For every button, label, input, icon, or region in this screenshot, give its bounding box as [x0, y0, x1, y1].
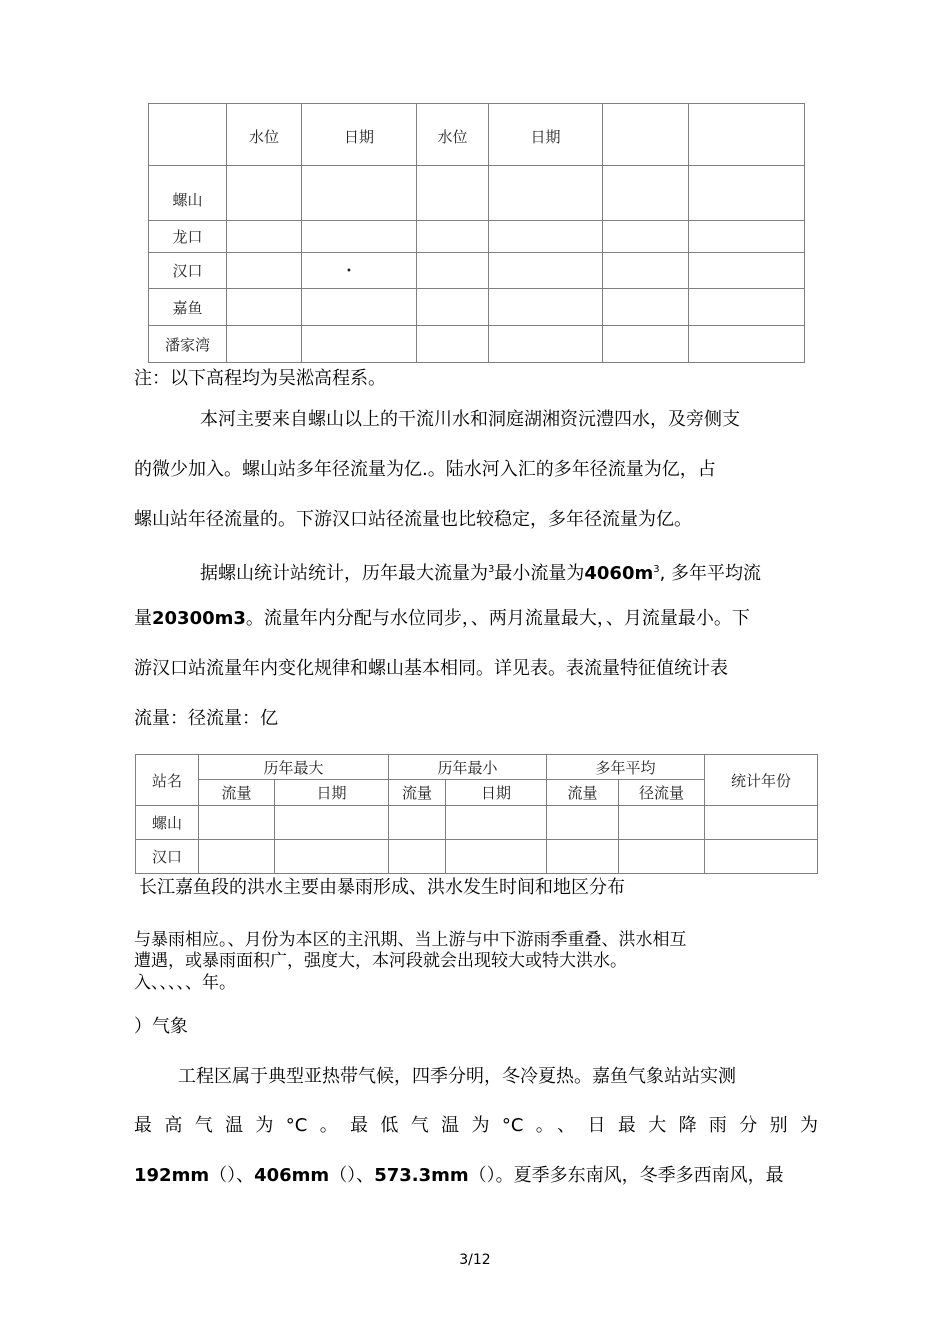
table-cell — [689, 253, 805, 289]
header-cell — [149, 104, 227, 166]
table-cell — [689, 326, 805, 363]
table-cell — [489, 253, 603, 289]
table-row — [149, 289, 805, 326]
table-row — [136, 840, 818, 874]
header-cell: 水位 — [227, 104, 302, 166]
table-cell — [689, 289, 805, 326]
text-run: , 多年平均流 — [659, 563, 762, 584]
subheader-cell: 流量 — [547, 780, 619, 806]
table-cell — [547, 806, 619, 840]
text-run: 最小流量为 — [494, 563, 585, 584]
paragraph-climate-line-3 — [134, 1165, 824, 1187]
table-cell — [275, 806, 389, 840]
table-cell — [489, 166, 603, 221]
text-run: 量 — [134, 608, 152, 629]
table-cell — [302, 253, 417, 289]
paragraph-flow-line-2 — [134, 608, 824, 630]
paragraph-flood-line-2: 与暴雨相应。、月份为本区的主汛期、当上游与中下游雨季重叠、洪水相互 — [134, 930, 687, 950]
rainfall-value: 192mm — [134, 1165, 210, 1186]
table-cell — [302, 221, 417, 253]
table-cell — [417, 253, 489, 289]
table-cell — [603, 289, 689, 326]
table-cell — [619, 840, 705, 874]
table-row — [136, 806, 818, 840]
table-cell — [389, 806, 446, 840]
table-cell — [689, 221, 805, 253]
station-cell: 龙口 — [149, 221, 227, 253]
table-row — [149, 253, 805, 289]
rainfall-value: 573.3mm — [374, 1165, 469, 1186]
table-cell — [227, 166, 302, 221]
paragraph-climate-line-1: 工程区属于典型亚热带气候，四季分明，冬冷夏热。嘉鱼气象站站实测 — [178, 1066, 736, 1087]
table-cell — [689, 166, 805, 221]
header-group-max: 历年最大 — [199, 755, 389, 780]
header-cell: 日期 — [302, 104, 417, 166]
paragraph-flood-line-3: 遭遇，或暴雨面积广，强度大，本河段就会出现较大或特大洪水。 — [134, 951, 627, 971]
flow-value: 20300m3 — [152, 608, 246, 629]
table-cell — [603, 253, 689, 289]
flow-statistics-table — [135, 754, 818, 874]
table-cell — [417, 166, 489, 221]
table-cell — [603, 221, 689, 253]
subheader-cell: 日期 — [275, 780, 389, 806]
text-run: （）、 — [209, 1165, 255, 1186]
table-cell — [275, 840, 389, 874]
subheader-cell: 流量 — [389, 780, 446, 806]
station-cell: 螺山 — [136, 806, 199, 840]
table-cell — [619, 806, 705, 840]
header-cell: 日期 — [489, 104, 603, 166]
table-cell — [227, 289, 302, 326]
station-cell: 汉口 — [149, 253, 227, 289]
subheader-cell: 径流量 — [619, 780, 705, 806]
text-run: （）。夏季多东南风，冬季多西南风，最 — [468, 1165, 784, 1186]
table-cell — [603, 166, 689, 221]
table-cell — [227, 253, 302, 289]
paragraph-flow-line-1 — [134, 559, 824, 585]
table-cell — [603, 326, 689, 363]
table-unit-caption: 流量：径流量：亿 — [134, 708, 278, 729]
table-cell — [389, 840, 446, 874]
bullet-mark: • — [346, 265, 352, 277]
header-group-min: 历年最小 — [389, 755, 547, 780]
table-row — [149, 326, 805, 363]
paragraph-flow-line-3: 游汉口站流量年内变化规律和螺山基本相同。详见表。表流量特征值统计表 — [134, 658, 728, 679]
paragraph-flood-line-1: 长江嘉鱼段的洪水主要由暴雨形成、洪水发生时间和地区分布 — [139, 877, 625, 898]
table-cell — [302, 326, 417, 363]
station-cell: 嘉鱼 — [149, 289, 227, 326]
station-cell: 汉口 — [136, 840, 199, 874]
table-cell — [417, 326, 489, 363]
header-group-avg: 多年平均 — [547, 755, 705, 780]
table-header-row — [149, 104, 805, 166]
table-cell — [302, 166, 417, 221]
header-cell — [603, 104, 689, 166]
header-cell — [689, 104, 805, 166]
table-row — [149, 166, 805, 221]
table-cell — [489, 221, 603, 253]
text-run: （）、 — [329, 1165, 375, 1186]
table-cell — [705, 806, 818, 840]
table-cell — [547, 840, 619, 874]
header-cell: 水位 — [417, 104, 489, 166]
table-cell — [489, 326, 603, 363]
table-cell — [302, 289, 417, 326]
flow-value: 4060m — [584, 563, 654, 584]
rainfall-value: 406mm — [254, 1165, 330, 1186]
table-cell — [705, 840, 818, 874]
station-cell: 螺山 — [149, 166, 227, 221]
subheader-cell: 流量 — [199, 780, 275, 806]
paragraph-runoff-line-1: 本河主要来自螺山以上的干流川水和洞庭湖湘资沅澧四水，及旁侧支 — [200, 409, 740, 430]
page-number: 3/12 — [459, 1252, 491, 1268]
elevation-note: 注：以下高程均为吴淞高程系。 — [134, 368, 386, 389]
water-level-table — [148, 103, 805, 363]
station-cell: 潘家湾 — [149, 326, 227, 363]
table-cell — [417, 221, 489, 253]
table-cell — [446, 806, 547, 840]
section-heading-weather: ）气象 — [134, 1016, 188, 1037]
superscript: 3 — [653, 564, 660, 575]
paragraph-flood-line-4: 入、、、、、年。 — [134, 973, 236, 993]
superscript: 3 — [488, 564, 495, 575]
paragraph-runoff-line-3: 螺山站年径流量的。下游汉口站径流量也比较稳定，多年径流量为亿。 — [134, 509, 692, 530]
text-run: 据螺山统计站统计，历年最大流量为 — [200, 563, 488, 584]
table-cell — [199, 806, 275, 840]
table-cell — [446, 840, 547, 874]
paragraph-runoff-line-2: 的微少加入。螺山站多年径流量为亿.。陆水河入汇的多年径流量为亿，占 — [134, 459, 716, 480]
table-row — [149, 221, 805, 253]
table-header-row — [136, 755, 818, 780]
subheader-cell: 日期 — [446, 780, 547, 806]
table-cell — [199, 840, 275, 874]
header-station: 站名 — [136, 755, 199, 806]
text-run: 。流量年内分配与水位同步，、两月流量最大，、月流量最小。下 — [245, 608, 750, 629]
table-cell — [227, 326, 302, 363]
table-cell — [489, 289, 603, 326]
paragraph-climate-line-2: 最高气温为°C。最低气温为°C。、日最大降雨分别为 — [134, 1115, 818, 1136]
header-years: 统计年份 — [705, 755, 818, 806]
table-cell — [417, 289, 489, 326]
table-cell — [227, 221, 302, 253]
